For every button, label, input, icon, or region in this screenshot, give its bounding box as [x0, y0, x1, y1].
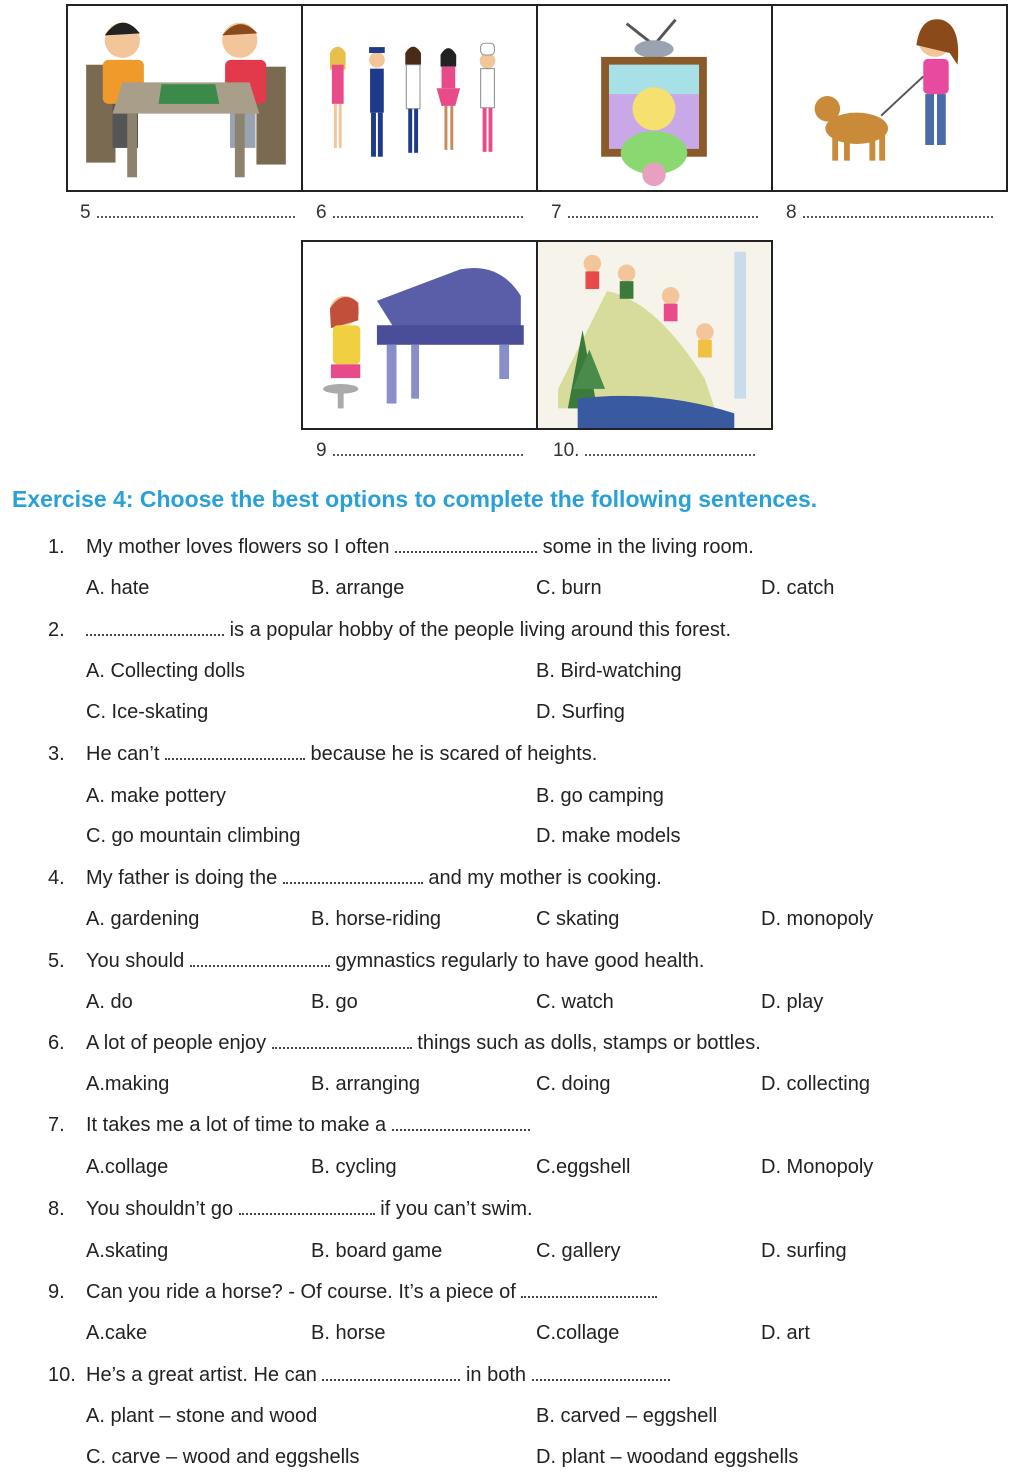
option-7c[interactable]: C.eggshell — [536, 1156, 631, 1178]
question-2: 2. is a popular hobby of the people living around this forest. — [48, 619, 731, 641]
doll-collection-icon — [303, 6, 536, 190]
option-1b[interactable]: B. arrange — [311, 577, 405, 599]
child-watching-tv-icon — [538, 6, 771, 190]
option-6b[interactable]: B. arranging — [311, 1073, 420, 1095]
answer-blank[interactable] — [585, 440, 755, 456]
picture-7 — [536, 4, 773, 192]
answer-blank[interactable] — [283, 868, 423, 884]
answer-blank[interactable] — [532, 1365, 670, 1381]
option-2a[interactable]: A. Collecting dolls — [86, 660, 245, 682]
picture-10 — [536, 240, 773, 430]
option-4a[interactable]: A. gardening — [86, 908, 200, 930]
option-6c[interactable]: C. doing — [536, 1073, 611, 1095]
girl-playing-piano-icon — [303, 242, 536, 428]
question-6: 6. A lot of people enjoy things such as dolls, stamps or bottles. — [48, 1032, 761, 1054]
option-1c[interactable]: C. burn — [536, 577, 602, 599]
option-2b[interactable]: B. Bird-watching — [536, 660, 682, 682]
board-game-players-icon — [68, 6, 301, 190]
answer-blank[interactable] — [322, 1365, 460, 1381]
option-1a[interactable]: A. hate — [86, 577, 150, 599]
option-3b[interactable]: B. go camping — [536, 785, 664, 807]
kids-mountain-climbing-icon — [538, 242, 771, 428]
option-7b[interactable]: B. cycling — [311, 1156, 397, 1178]
answer-blank[interactable] — [190, 951, 330, 967]
picture-5 — [66, 4, 303, 192]
option-8d[interactable]: D. surfing — [761, 1240, 847, 1262]
picture-label-10: 10. — [553, 440, 755, 462]
option-8b[interactable]: B. board game — [311, 1240, 443, 1262]
option-5d[interactable]: D. play — [761, 991, 824, 1013]
answer-blank[interactable] — [239, 1199, 375, 1215]
answer-blank[interactable] — [333, 440, 523, 456]
picture-6 — [301, 4, 538, 192]
answer-blank[interactable] — [86, 620, 224, 636]
picture-label-6: 6 — [316, 202, 523, 224]
picture-label-9: 9 — [316, 440, 523, 462]
option-3d[interactable]: D. make models — [536, 825, 681, 847]
option-5b[interactable]: B. go — [311, 991, 358, 1013]
question-3: 3. He can’t because he is scared of heights. — [48, 743, 598, 765]
option-2d[interactable]: D. Surfing — [536, 701, 625, 723]
answer-blank[interactable] — [803, 202, 993, 218]
option-10c[interactable]: C. carve – wood and eggshells — [86, 1446, 360, 1468]
option-9a[interactable]: A.cake — [86, 1322, 148, 1344]
option-10a[interactable]: A. plant – stone and wood — [86, 1405, 318, 1427]
option-4d[interactable]: D. monopoly — [761, 908, 874, 930]
option-6a[interactable]: A.making — [86, 1073, 170, 1095]
answer-blank[interactable] — [165, 744, 305, 760]
question-8: 8. You shouldn’t go if you can’t swim. — [48, 1198, 533, 1220]
picture-8 — [771, 4, 1008, 192]
picture-label-7: 7 — [551, 202, 758, 224]
picture-label-5: 5 — [80, 202, 295, 224]
option-9c[interactable]: C.collage — [536, 1322, 620, 1344]
answer-blank[interactable] — [395, 537, 537, 553]
option-4c[interactable]: C skating — [536, 908, 620, 930]
picture-label-8: 8 — [786, 202, 993, 224]
option-9b[interactable]: B. horse — [311, 1322, 386, 1344]
picture-9 — [301, 240, 538, 430]
option-8a[interactable]: A.skating — [86, 1240, 169, 1262]
answer-blank[interactable] — [272, 1033, 412, 1049]
option-3c[interactable]: C. go mountain climbing — [86, 825, 301, 847]
option-6d[interactable]: D. collecting — [761, 1073, 870, 1095]
option-5c[interactable]: C. watch — [536, 991, 614, 1013]
question-5: 5. You should gymnastics regularly to have good health. — [48, 950, 705, 972]
girl-walking-dog-icon — [773, 6, 1006, 190]
option-7a[interactable]: A.collage — [86, 1156, 169, 1178]
answer-blank[interactable] — [521, 1282, 657, 1298]
answer-blank[interactable] — [333, 202, 523, 218]
question-9: 9. Can you ride a horse? - Of course. It’s a piece of — [48, 1281, 657, 1304]
option-10d[interactable]: D. plant – woodand eggshells — [536, 1446, 799, 1468]
option-2c[interactable]: C. Ice-skating — [86, 701, 209, 723]
answer-blank[interactable] — [568, 202, 758, 218]
question-1: 1. My mother loves flowers so I often some in the living room. — [48, 536, 754, 558]
option-8c[interactable]: C. gallery — [536, 1240, 621, 1262]
option-4b[interactable]: B. horse-riding — [311, 908, 442, 930]
answer-blank[interactable] — [97, 202, 295, 218]
question-10: 10. He’s a great artist. He can in both — [48, 1364, 670, 1387]
question-4: 4. My father is doing the and my mother is cooking. — [48, 867, 662, 889]
answer-blank[interactable] — [392, 1115, 530, 1131]
option-10b[interactable]: B. carved – eggshell — [536, 1405, 718, 1427]
option-3a[interactable]: A. make pottery — [86, 785, 227, 807]
option-5a[interactable]: A. do — [86, 991, 133, 1013]
exercise-title: Exercise 4: Choose the best options to complete the following sentences. — [12, 486, 818, 512]
option-7d[interactable]: D. Monopoly — [761, 1156, 874, 1178]
option-9d[interactable]: D. art — [761, 1322, 810, 1344]
option-1d[interactable]: D. catch — [761, 577, 835, 599]
question-7: 7. It takes me a lot of time to make a — [48, 1114, 530, 1137]
